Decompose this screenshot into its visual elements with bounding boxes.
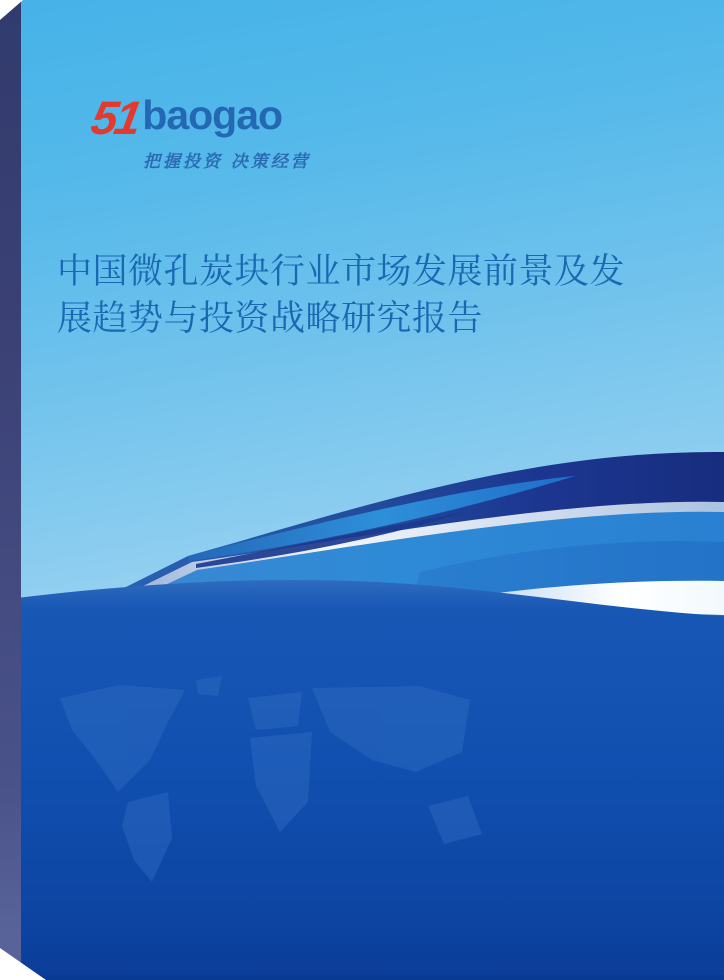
logo [87, 91, 311, 172]
bottom-edge-shade [0, 975, 724, 980]
logo-tagline: 把握投资 决策经营 [143, 152, 311, 171]
logo-51-mark: 51 [87, 91, 143, 144]
logo-wordmark: baogao [142, 92, 283, 138]
wave-deep-mass [0, 580, 724, 980]
wave-swoosh-graphic [0, 430, 724, 980]
book-spine-bar [0, 0, 21, 980]
report-title [57, 248, 682, 342]
report-title-line2: 展趋势与投资战略研究报告 [57, 299, 484, 338]
report-title-line1: 中国微孔炭块行业市场发展前景及发 [57, 252, 626, 291]
